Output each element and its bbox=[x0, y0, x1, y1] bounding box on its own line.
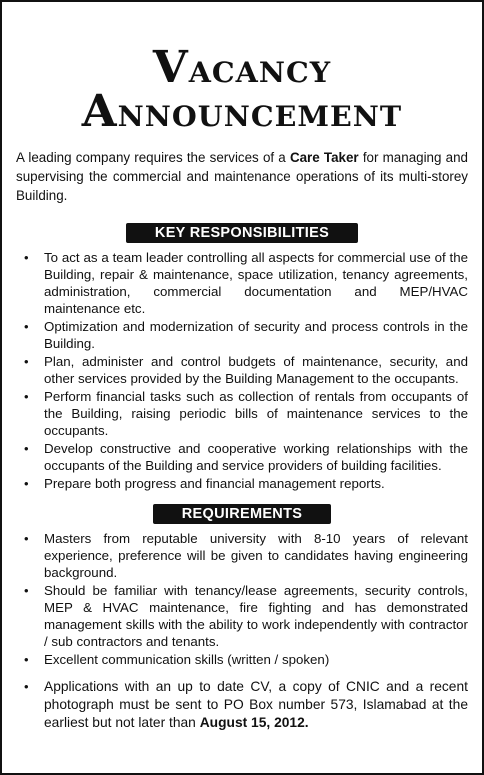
bullet-icon: • bbox=[24, 476, 29, 491]
application-text: Applications with an up to date CV, a copy of CNIC and a recent photograph must be sent to PO Box number 573, Islamabad at the earliest but not later than bbox=[44, 679, 468, 730]
title-word-announcement bbox=[81, 86, 403, 137]
responsibility-item bbox=[16, 475, 468, 492]
bullet-icon: • bbox=[24, 652, 29, 667]
requirement-text: Should be familiar with tenancy/lease agreements, security controls, MEP & HVAC maintenance, fire fighting and has demonstrated management skills with the ability to work independently with contractor / sub contractors and tenants. bbox=[44, 583, 468, 649]
title-word-vacancy bbox=[152, 42, 332, 93]
intro-text-after: for managing and supervising the commercial and maintenance operations of its multi-storey Building. bbox=[16, 150, 468, 203]
bullet-icon: • bbox=[24, 354, 29, 369]
title-rest-announcement: NNOUNCEMENT bbox=[117, 100, 403, 133]
responsibility-text: Develop constructive and cooperative working relationships with the occupants of the Building and service providers of building facilities. bbox=[44, 441, 468, 473]
bullet-icon: • bbox=[24, 679, 29, 694]
responsibility-text: Plan, administer and control budgets of maintenance, security, and other services provided by the Building Management to the occupants. bbox=[44, 354, 468, 386]
responsibilities-list bbox=[16, 249, 468, 492]
requirement-text: Excellent communication skills (written / spoken) bbox=[44, 652, 330, 667]
responsibility-text: Optimization and modernization of security and process controls in the Building. bbox=[44, 319, 468, 351]
bullet-icon: • bbox=[24, 319, 29, 334]
responsibility-item bbox=[16, 388, 468, 439]
title-initial-a: A bbox=[81, 86, 118, 137]
application-instructions bbox=[16, 678, 468, 732]
title-rest-vacancy: ACANCY bbox=[188, 56, 332, 89]
requirements-heading: REQUIREMENTS bbox=[153, 504, 331, 524]
title-initial-v: V bbox=[152, 42, 189, 93]
responsibility-text: Prepare both progress and financial management reports. bbox=[44, 476, 385, 491]
responsibility-item bbox=[16, 318, 468, 352]
key-responsibilities-heading: KEY RESPONSIBILITIES bbox=[126, 223, 358, 243]
requirement-item bbox=[16, 530, 468, 581]
bullet-icon: • bbox=[24, 250, 29, 265]
page-title bbox=[11, 42, 472, 137]
bullet-icon: • bbox=[24, 389, 29, 404]
intro-paragraph bbox=[16, 148, 468, 205]
intro-text-before: A leading company requires the services of a bbox=[16, 150, 290, 165]
responsibility-item bbox=[16, 440, 468, 474]
bullet-icon: • bbox=[24, 441, 29, 456]
responsibility-item bbox=[16, 249, 468, 317]
bullet-icon: • bbox=[24, 531, 29, 546]
responsibility-text: Perform financial tasks such as collection of rentals from occupants of the Building, raising periodic bills of maintenance services to the occupants. bbox=[44, 389, 468, 438]
responsibility-text: To act as a team leader controlling all aspects for commercial use of the Building, repair & maintenance, space utilization, tenancy agreements, administration, commercial documentation and MEP/HVAC maintenance etc. bbox=[44, 250, 468, 316]
application-deadline: August 15, 2012. bbox=[199, 715, 309, 730]
responsibility-item bbox=[16, 353, 468, 387]
position-title: Care Taker bbox=[289, 150, 359, 165]
requirement-text: Masters from reputable university with 8-10 years of relevant experience, preference will be given to candidates having engineering background. bbox=[44, 531, 468, 580]
requirement-item bbox=[16, 651, 468, 668]
bullet-icon: • bbox=[24, 583, 29, 598]
requirement-item bbox=[16, 582, 468, 650]
requirements-list bbox=[16, 530, 468, 732]
